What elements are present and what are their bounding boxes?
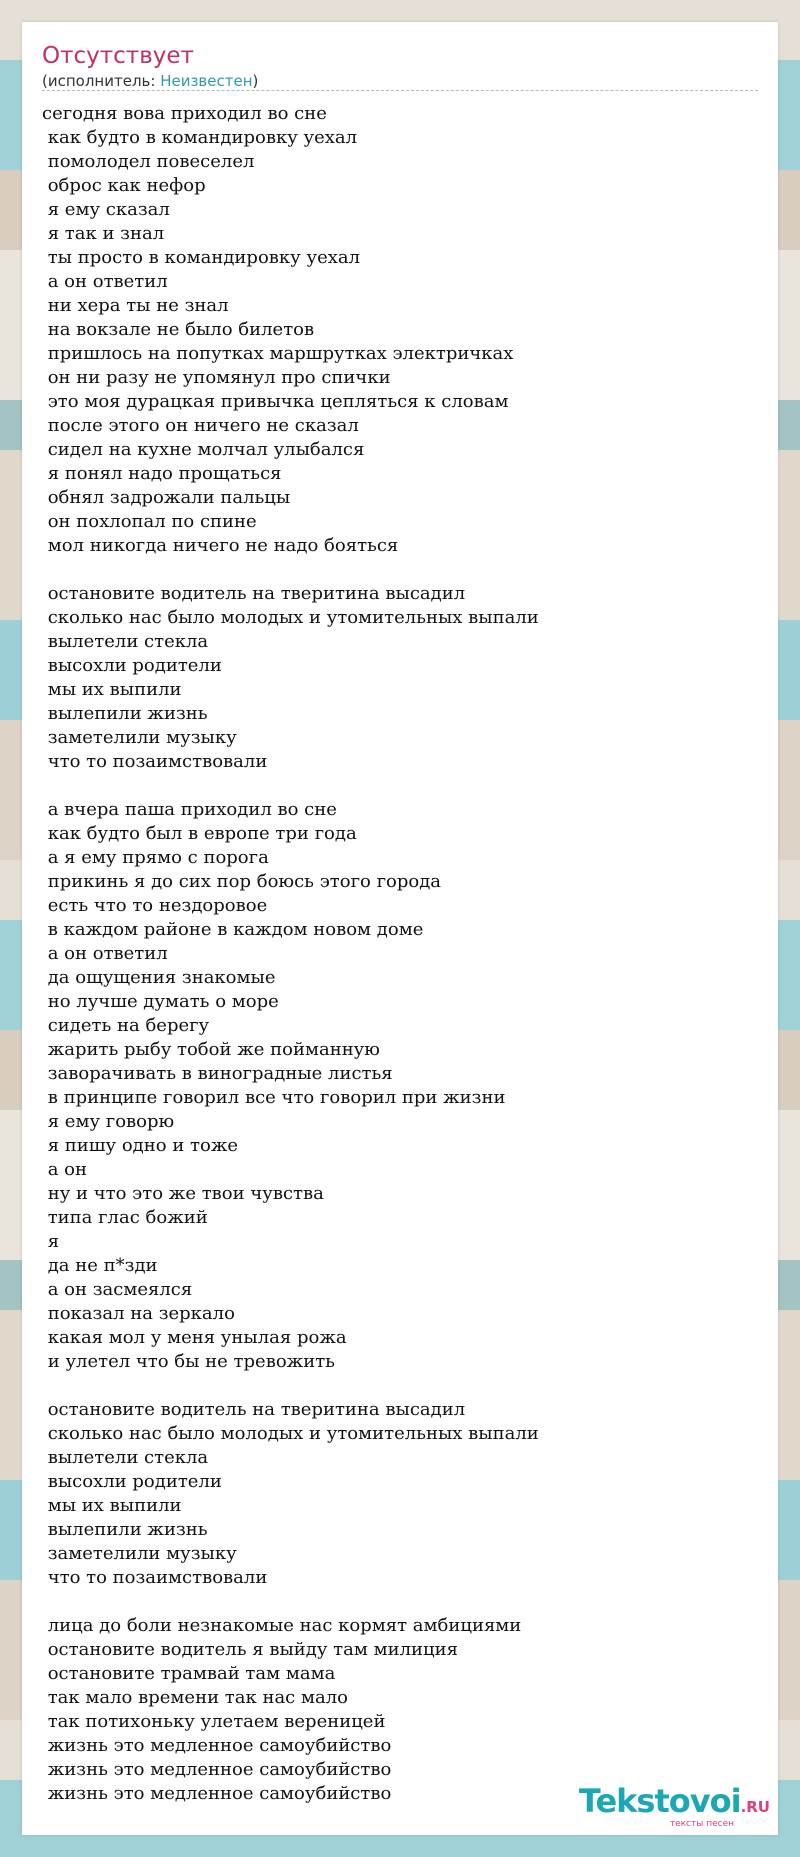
lyric-line: ты просто в командировку уехал	[42, 247, 361, 268]
lyric-line: я так и знал	[42, 223, 165, 244]
lyric-line: лица до боли незнакомые нас кормят амбициями	[42, 1615, 522, 1636]
lyric-line: есть что то нездоровое	[42, 895, 268, 916]
lyrics-text	[42, 102, 758, 1806]
artist-prefix: (исполнитель:	[42, 72, 161, 90]
lyric-line: заметелили музыку	[42, 1543, 237, 1564]
lyric-line: помолодел повеселел	[42, 151, 255, 172]
lyric-line: что то позаимствовали	[42, 751, 268, 772]
lyric-line: он похлопал по спине	[42, 511, 257, 532]
lyric-line: вылетели стекла	[42, 631, 209, 652]
lyric-line: ну и что это же твои чувства	[42, 1183, 324, 1204]
lyric-line: высохли родители	[42, 655, 222, 676]
lyric-line: сколько нас было молодых и утомительных выпали	[42, 1423, 539, 1444]
lyric-line: в принципе говорил все что говорил при жизни	[42, 1087, 506, 1108]
lyric-line: на вокзале не было билетов	[42, 319, 315, 340]
lyric-line: в каждом районе в каждом новом доме	[42, 919, 424, 940]
lyric-line: остановите водитель на тверитина высадил	[42, 583, 466, 604]
lyric-line: как будто в командировку уехал	[42, 127, 358, 148]
lyric-line: так потихоньку улетаем вереницей	[42, 1711, 386, 1732]
lyric-line: жарить рыбу тобой же пойманную	[42, 1039, 380, 1060]
lyric-line: а он засмеялся	[42, 1279, 193, 1300]
lyric-line: и улетел что бы не тревожить	[42, 1351, 335, 1372]
lyric-line: я	[42, 1231, 60, 1252]
artist-link[interactable]: Неизвестен	[160, 72, 253, 90]
lyric-line: да не п*зди	[42, 1255, 158, 1276]
lyric-line	[42, 774, 758, 798]
logo-tld: .RU	[740, 1798, 770, 1816]
lyric-line: пришлось на попутках маршрутках электричках	[42, 343, 514, 364]
lyric-line: прикинь я до сих пор боюсь этого города	[42, 871, 442, 892]
lyric-line: типа глас божий	[42, 1207, 208, 1228]
lyric-line: оброс как нефор	[42, 175, 206, 196]
lyric-line: да ощущения знакомые	[42, 967, 276, 988]
lyric-line: обнял задрожали пальцы	[42, 487, 291, 508]
lyric-line	[42, 558, 758, 582]
lyric-line: так мало времени так нас мало	[42, 1687, 348, 1708]
lyric-line	[42, 1374, 758, 1398]
lyric-line: после этого он ничего не сказал	[42, 415, 359, 436]
lyric-line: жизнь это медленное самоубийство	[42, 1783, 392, 1804]
lyric-line: я пишу одно и тоже	[42, 1135, 239, 1156]
lyric-line: остановите водитель я выйду там милиция	[42, 1639, 458, 1660]
lyric-line: показал на зеркало	[42, 1303, 235, 1324]
lyric-line: сидел на кухне молчал улыбался	[42, 439, 365, 460]
song-title: Отсутствует	[42, 43, 194, 69]
lyric-line: а вчера паша приходил во сне	[42, 799, 337, 820]
lyric-line: остановите трамвай там мама	[42, 1663, 336, 1684]
lyric-line: это моя дурацкая привычка цепляться к словам	[42, 391, 509, 412]
logo-wordmark: Tekstovoi	[578, 1782, 741, 1820]
lyric-line: остановите водитель на тверитина высадил	[42, 1399, 466, 1420]
lyric-line: заметелили музыку	[42, 727, 237, 748]
lyric-line: жизнь это медленное самоубийство	[42, 1735, 392, 1756]
lyric-line: сидеть на берегу	[42, 1015, 210, 1036]
lyric-line: он ни разу не упомянул про спички	[42, 367, 391, 388]
lyric-line: а я ему прямо с порога	[42, 847, 269, 868]
logo-subtitle: тексты песен	[669, 1819, 734, 1829]
lyric-line: вылетели стекла	[42, 1447, 209, 1468]
lyric-line: заворачивать в виноградные листья	[42, 1063, 393, 1084]
lyric-line: какая мол у меня унылая рожа	[42, 1327, 347, 1348]
lyric-line: что то позаимствовали	[42, 1567, 268, 1588]
lyric-line: вылепили жизнь	[42, 703, 208, 724]
lyric-line: ни хера ты не знал	[42, 295, 229, 316]
lyric-line: как будто был в европе три года	[42, 823, 357, 844]
lyric-line: сегодня вова приходил во сне	[42, 103, 327, 124]
lyric-line: а он	[42, 1159, 88, 1180]
lyric-line: жизнь это медленное самоубийство	[42, 1759, 392, 1780]
lyric-line: вылепили жизнь	[42, 1519, 208, 1540]
lyric-line: а он ответил	[42, 271, 168, 292]
artist-suffix: )	[252, 72, 259, 90]
lyric-line: я понял надо прощаться	[42, 463, 282, 484]
lyric-line: но лучше думать о море	[42, 991, 279, 1012]
lyrics-card	[22, 22, 778, 1835]
site-logo[interactable]	[570, 1782, 770, 1829]
lyric-line: мол никогда ничего не надо бояться	[42, 535, 399, 556]
lyric-line	[42, 1590, 758, 1614]
lyric-line: а он ответил	[42, 943, 168, 964]
lyric-line: мы их выпили	[42, 1495, 182, 1516]
lyric-line: мы их выпили	[42, 679, 182, 700]
artist-line	[42, 71, 258, 91]
lyric-line: сколько нас было молодых и утомительных выпали	[42, 607, 539, 628]
lyric-line: высохли родители	[42, 1471, 222, 1492]
lyric-line: я ему сказал	[42, 199, 170, 220]
title-divider	[42, 90, 758, 91]
lyric-line: я ему говорю	[42, 1111, 175, 1132]
